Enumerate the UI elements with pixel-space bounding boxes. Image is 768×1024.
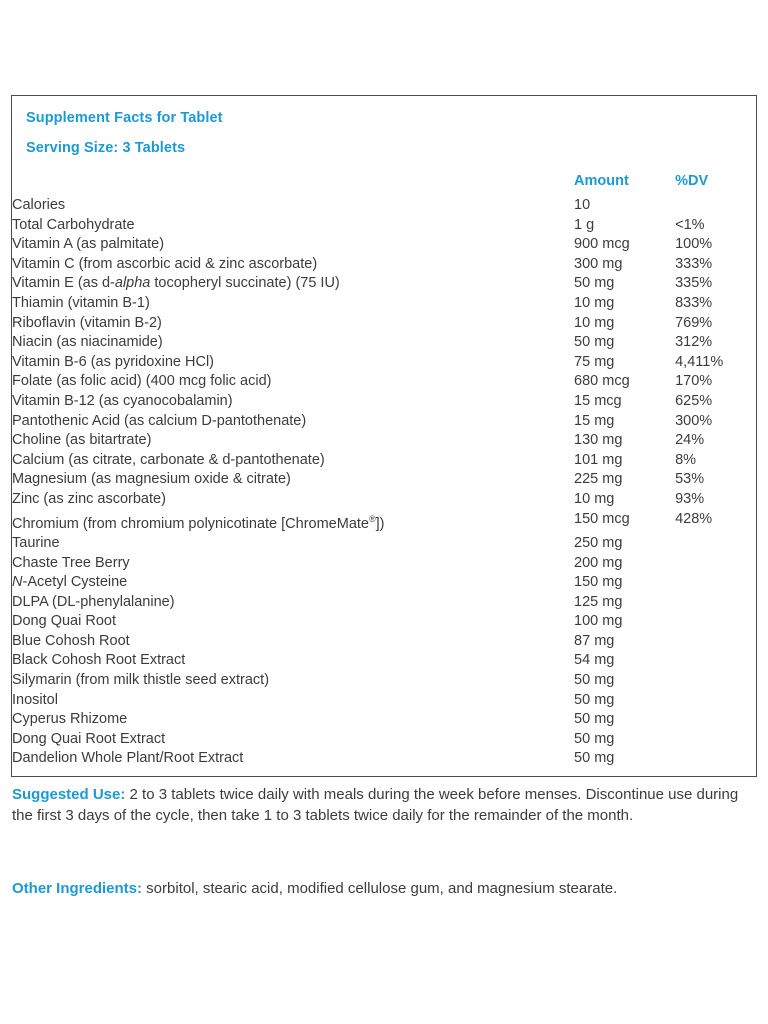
nutrient-name: Black Cohosh Root Extract: [12, 652, 186, 669]
nutrient-name: Vitamin E (as d-alpha tocopheryl succinate) (75 IU): [12, 275, 340, 292]
nutrient-name: Inositol: [12, 691, 58, 708]
nutrient-dv: 24%: [675, 432, 705, 449]
nutrient-dv: 93%: [675, 490, 705, 507]
nutrient-dv: [675, 575, 756, 595]
nutrient-amount: 1 g: [574, 216, 595, 233]
nutrient-amount: 50 mg: [574, 711, 615, 728]
nutrient-name: Silymarin (from milk thistle seed extract): [12, 672, 270, 689]
nutrient-amount: 680 mcg: [574, 373, 630, 390]
nutrient-name: Zinc (as zinc ascorbate): [12, 490, 166, 507]
nutrient-dv: 428%: [675, 510, 713, 527]
nutrient-dv: [675, 693, 756, 713]
nutrient-amount: 150 mg: [574, 574, 623, 591]
nutrient-amount: 75 mg: [574, 353, 615, 370]
nutrient-dv: [675, 595, 756, 615]
nutrient-dv: 335%: [675, 275, 713, 292]
table-row: [12, 693, 756, 713]
table-row: [12, 712, 756, 732]
nutrient-amount: 10 mg: [574, 314, 615, 331]
nutrient-name: Cyperus Rhizome: [12, 711, 128, 728]
nutrient-amount: 50 mg: [574, 672, 615, 689]
nutrient-dv: [675, 198, 756, 218]
nutrient-name: Vitamin A (as palmitate): [12, 236, 165, 253]
nutrient-dv: [675, 536, 756, 556]
nutrient-dv: 769%: [675, 314, 713, 331]
nutrient-amount: 87 mg: [574, 632, 615, 649]
column-header-nutrient: [12, 173, 574, 198]
table-row: [12, 335, 756, 355]
nutrient-amount: 50 mg: [574, 334, 615, 351]
supplement-facts-panel: [11, 95, 757, 777]
nutrient-amount: 900 mcg: [574, 236, 630, 253]
nutrient-name: Blue Cohosh Root: [12, 632, 130, 649]
table-row: [12, 492, 756, 512]
nutrient-dv: <1%: [675, 216, 705, 233]
nutrient-dv: 8%: [675, 451, 697, 468]
nutrient-dv: [675, 634, 756, 654]
table-row: [12, 276, 756, 296]
nutrient-name: Folate (as folic acid) (400 mcg folic acid): [12, 373, 272, 390]
nutrient-name: Dong Quai Root Extract: [12, 730, 166, 747]
serving-size: Serving Size: 3 Tablets: [26, 140, 186, 156]
suggested-use-label: Suggested Use:: [12, 786, 126, 803]
nutrient-amount: 100 mg: [574, 613, 623, 630]
nutrient-amount: 50 mg: [574, 730, 615, 747]
nutrient-dv: 312%: [675, 334, 713, 351]
nutrient-name: Taurine: [12, 534, 60, 551]
table-row: [12, 673, 756, 693]
table-row: [12, 355, 756, 375]
nutrient-dv: [675, 614, 756, 634]
nutrient-name: Chaste Tree Berry: [12, 554, 130, 571]
nutrient-amount: 300 mg: [574, 255, 623, 272]
nutrient-name: Riboflavin (vitamin B-2): [12, 314, 162, 331]
nutrient-name: N-Acetyl Cysteine: [12, 574, 128, 591]
nutrient-name: Dong Quai Root: [12, 613, 116, 630]
table-row: [12, 414, 756, 434]
table-row: [12, 512, 756, 536]
nutrient-dv: 53%: [675, 471, 705, 488]
nutrient-amount: 101 mg: [574, 451, 623, 468]
nutrient-dv: 4,411%: [675, 353, 724, 370]
nutrient-dv: [675, 751, 756, 776]
nutrient-dv: [675, 653, 756, 673]
table-row: [12, 316, 756, 336]
other-ingredients-text: sorbitol, stearic acid, modified cellulose gum, and magnesium stearate.: [142, 880, 618, 897]
nutrient-name: Niacin (as niacinamide): [12, 334, 163, 351]
nutrient-name: Calcium (as citrate, carbonate & d-pantothenate): [12, 451, 325, 468]
panel-title: Supplement Facts for Tablet: [26, 110, 223, 126]
nutrient-amount: 130 mg: [574, 432, 623, 449]
nutrient-name: Choline (as bitartrate): [12, 432, 152, 449]
suggested-use-note: [12, 784, 748, 826]
nutrient-amount: 250 mg: [574, 534, 623, 551]
table-row: [12, 472, 756, 492]
column-header-amount: Amount: [574, 173, 629, 189]
nutrient-name: Pantothenic Acid (as calcium D-pantothenate): [12, 412, 307, 429]
table-row: [12, 374, 756, 394]
table-row: [12, 556, 756, 576]
nutrient-dv: 625%: [675, 392, 713, 409]
table-row: [12, 751, 756, 776]
table-row: [12, 595, 756, 615]
nutrient-name: Vitamin C (from ascorbic acid & zinc ascorbate): [12, 255, 318, 272]
nutrient-amount: 50 mg: [574, 691, 615, 708]
table-row: [12, 536, 756, 556]
table-row: [12, 453, 756, 473]
nutrient-name: Dandelion Whole Plant/Root Extract: [12, 750, 244, 767]
nutrient-amount: 10 mg: [574, 490, 615, 507]
nutrient-amount: 15 mg: [574, 412, 615, 429]
nutrient-dv: 333%: [675, 255, 713, 272]
nutrient-amount: 50 mg: [574, 275, 615, 292]
table-row: [12, 218, 756, 238]
table-row: [12, 433, 756, 453]
suggested-use-text: 2 to 3 tablets twice daily with meals during the week before menses. Discontinue use during the first 3 days of the cycle, then take 1 to 3 tablets twice daily for the remainder of the month.: [12, 786, 739, 824]
table-row: [12, 198, 756, 218]
column-header-dv: %DV: [675, 173, 709, 189]
nutrient-dv: [675, 712, 756, 732]
nutrient-name: Thiamin (vitamin B-1): [12, 294, 150, 311]
nutrient-amount: 10 mg: [574, 294, 615, 311]
nutrient-amount: 54 mg: [574, 652, 615, 669]
nutrient-amount: 225 mg: [574, 471, 623, 488]
nutrient-dv: [675, 673, 756, 693]
nutrient-dv: 300%: [675, 412, 713, 429]
nutrient-amount: 125 mg: [574, 593, 623, 610]
table-row: [12, 575, 756, 595]
table-row: [12, 257, 756, 277]
nutrient-name: Magnesium (as magnesium oxide & citrate): [12, 471, 291, 488]
nutrient-amount: 10: [574, 197, 591, 213]
nutrient-name: Chromium (from chromium polynicotinate [ChromeMate®]): [12, 513, 385, 532]
nutrient-amount: 15 mcg: [574, 392, 622, 409]
nutrient-dv: [675, 732, 756, 752]
table-row: [12, 634, 756, 654]
table-header-row: [12, 173, 756, 198]
table-row: [12, 394, 756, 414]
nutrient-dv: [675, 556, 756, 576]
other-ingredients-note: [12, 878, 748, 899]
table-row: [12, 732, 756, 752]
nutrient-name: Total Carbohydrate: [12, 216, 135, 233]
nutrient-name: DLPA (DL-phenylalanine): [12, 593, 175, 610]
table-row: [12, 296, 756, 316]
nutrient-amount: 50 mg: [574, 750, 615, 767]
nutrient-amount: 150 mcg: [574, 510, 630, 527]
nutrient-name: Vitamin B-12 (as cyanocobalamin): [12, 392, 233, 409]
table-body: [12, 198, 756, 776]
other-ingredients-label: Other Ingredients:: [12, 880, 143, 897]
table-head: [12, 173, 756, 198]
nutrient-dv: 833%: [675, 294, 713, 311]
nutrient-dv: 100%: [675, 236, 713, 253]
table-row: [12, 237, 756, 257]
nutrition-table: [12, 173, 756, 776]
nutrient-name: Calories: [12, 197, 66, 213]
table-row: [12, 653, 756, 673]
nutrient-name: Vitamin B-6 (as pyridoxine HCl): [12, 353, 214, 370]
nutrient-dv: 170%: [675, 373, 713, 390]
table-row: [12, 614, 756, 634]
nutrient-amount: 200 mg: [574, 554, 623, 571]
